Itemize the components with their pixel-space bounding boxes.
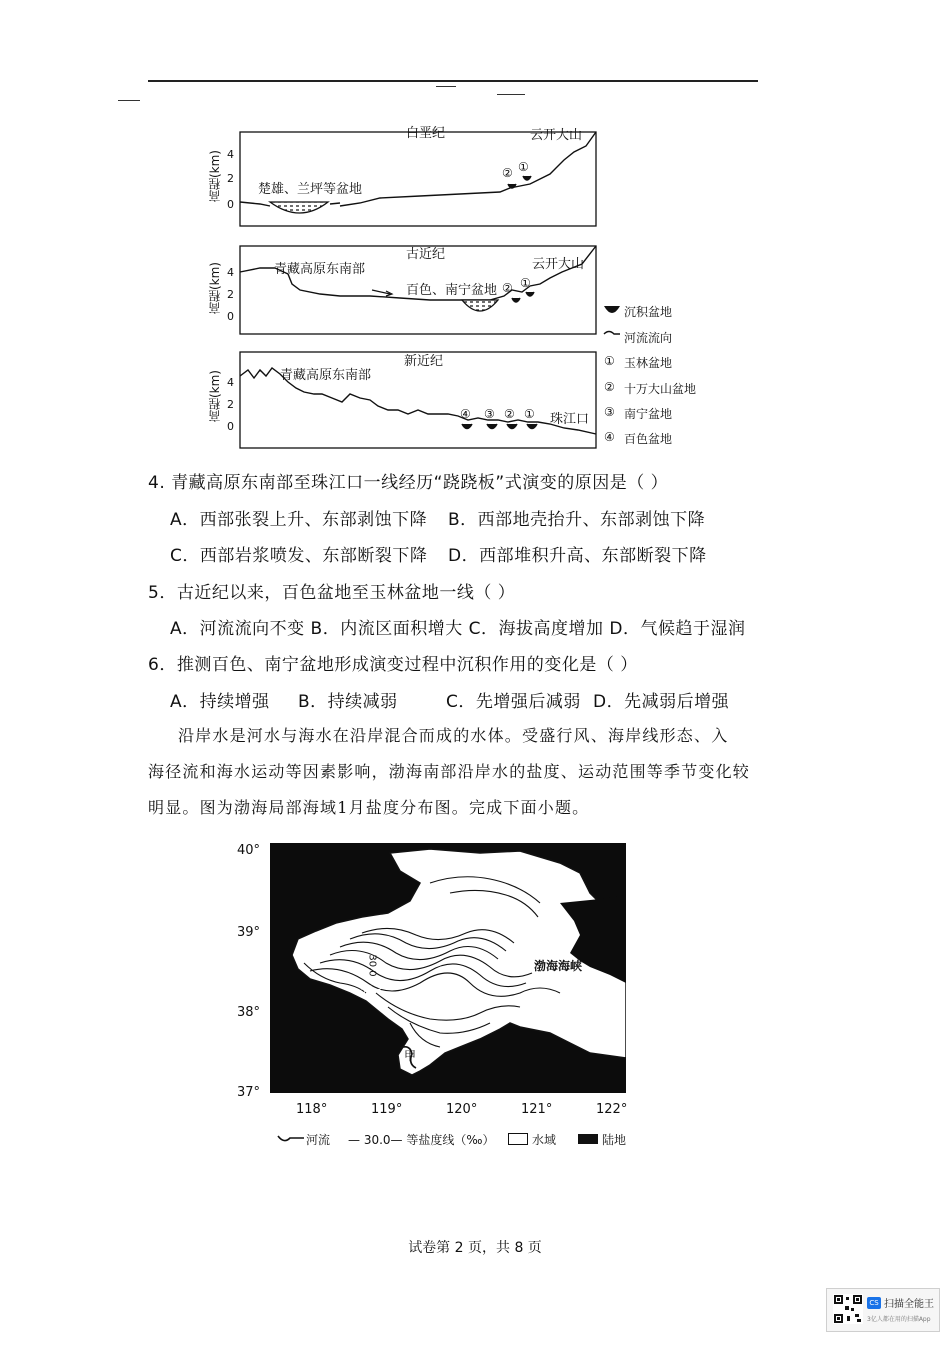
circle-label: ① (524, 407, 535, 421)
y-axis-label: 高程(km) (208, 370, 222, 423)
map-legend-isohaline: — 30.0— 等盐度线（‰） (348, 1133, 495, 1147)
legend-symbol: ④ (604, 430, 615, 444)
question-5-stem: 5．古近纪以来，百色盆地至玉林盆地一线（ ） (148, 583, 516, 603)
svg-text:4: 4 (227, 148, 234, 161)
label-chuxiong-basins: 楚雄、兰坪等盆地 (258, 182, 363, 197)
map-legend-water: 水域 (532, 1133, 557, 1147)
label-tibet-southeast: 青藏高原东南部 (280, 368, 372, 383)
scanner-watermark (826, 1288, 940, 1332)
svg-text:4: 4 (227, 266, 234, 279)
scanner-tagline: 3亿人都在用的扫描App (867, 1316, 931, 1323)
y-axis-label: 高程(km) (208, 150, 222, 203)
question-6-option-d: D．先减弱后增强 (593, 692, 730, 712)
scan-mark (436, 86, 456, 87)
svg-text:2: 2 (227, 398, 234, 411)
legend-river: 河流流向 (624, 331, 673, 345)
label-tibet-southeast: 青藏高原东南部 (274, 262, 366, 277)
legend-yulin: 玉林盆地 (624, 356, 673, 370)
legend-basin: 沉积盆地 (624, 305, 673, 319)
lon-label: 118° (296, 1102, 328, 1117)
label-pearl-river-mouth: 珠江口 (550, 412, 590, 427)
legend-symbol: ③ (604, 405, 615, 419)
circle-label: ① (520, 276, 531, 290)
lat-label: 37° (237, 1085, 261, 1100)
map-legend-river: 河流 (306, 1133, 331, 1147)
circle-label: ② (502, 166, 513, 180)
lon-label: 121° (521, 1102, 553, 1117)
legend-shiwandashan: 十万大山盆地 (624, 382, 697, 396)
question-6-option-b: B．持续减弱 (298, 692, 398, 712)
passage-line-2: 海径流和海水运动等因素影响，渤海南部沿岸水的盐度、运动范围等季节变化较 (148, 762, 751, 781)
label-baise-nanning-basins: 百色、南宁盆地 (406, 283, 498, 298)
legend-land-swatch (578, 1134, 598, 1144)
panel-title-neogene: 新近纪 (404, 354, 444, 369)
label-bohai-strait: 渤海海峡 (534, 959, 583, 973)
lon-label: 119° (371, 1102, 403, 1117)
legend-baise: 百色盆地 (624, 432, 673, 446)
map-legend-land: 陆地 (602, 1133, 627, 1147)
svg-text:0: 0 (227, 310, 234, 323)
passage-line-1: 沿岸水是河水与海水在沿岸混合而成的水体。受盛行风、海岸线形态、入 (178, 726, 729, 745)
question-5-options: A．河流流向不变 B．内流区面积增大 C．海拔高度增加 D．气候趋于湿润 (170, 619, 746, 639)
circle-label: ② (504, 407, 515, 421)
question-6-stem: 6．推测百色、南宁盆地形成演变过程中沉积作用的变化是（ ） (148, 655, 638, 675)
scan-mark (497, 94, 525, 95)
panel-title-paleogene: 古近纪 (406, 247, 446, 262)
contour-label: 30.0 (366, 954, 378, 977)
lon-label: 122° (596, 1102, 628, 1117)
page-footer: 试卷第 2 页，共 8 页 (408, 1240, 542, 1256)
question-4-option-c: C．西部岩浆喷发、东部断裂下降 (170, 546, 428, 566)
scanner-app-name: 扫描全能王 (884, 1299, 934, 1310)
svg-text:2: 2 (227, 288, 234, 301)
cs-logo-icon: CS (867, 1297, 881, 1309)
legend-nanning: 南宁盆地 (624, 407, 673, 421)
legend-symbol: ① (604, 354, 615, 368)
svg-text:0: 0 (227, 420, 234, 433)
contour-label: 28.5 (359, 980, 385, 999)
label-jia: 甲 (404, 1049, 417, 1063)
circle-label: ① (518, 160, 529, 174)
qr-code-icon (833, 1294, 863, 1324)
lon-label: 120° (446, 1102, 478, 1117)
svg-text:4: 4 (227, 376, 234, 389)
passage-line-3: 明显。图为渤海局部海域1月盐度分布图。完成下面小题。 (148, 798, 590, 817)
question-6-option-a: A．持续增强 (170, 692, 270, 712)
question-4-stem: 4. 青藏高原东南部至珠江口一线经历“跷跷板”式演变的原因是（ ） (148, 473, 669, 493)
legend-water-swatch (508, 1133, 528, 1145)
legend-river-symbol (276, 1132, 306, 1144)
svg-text:2: 2 (227, 172, 234, 185)
lat-label: 38° (237, 1005, 261, 1020)
legend-symbol: ② (604, 380, 615, 394)
question-4-option-a: A．西部张裂上升、东部剥蚀下降 (170, 510, 428, 530)
question-4-option-d: D．西部堆积升高、东部断裂下降 (448, 546, 707, 566)
question-6-option-c: C．先增强后减弱 (446, 692, 581, 712)
y-axis-label: 高程(km) (208, 262, 222, 315)
circle-label: ② (502, 281, 513, 295)
legend-symbols (602, 304, 622, 338)
lat-label: 40° (237, 843, 261, 858)
circle-label: ③ (484, 407, 495, 421)
lat-label: 39° (237, 925, 261, 940)
svg-text:0: 0 (227, 198, 234, 211)
circle-label: ④ (460, 407, 471, 421)
question-4-option-b: B．西部地壳抬升、东部剥蚀下降 (448, 510, 706, 530)
header-rule (148, 80, 758, 82)
label-yunkai-mountain: 云开大山 (530, 128, 583, 143)
scan-mark (118, 100, 140, 101)
panel-title-cretaceous: 白垩纪 (406, 126, 446, 141)
label-yunkai-mountain: 云开大山 (532, 257, 585, 272)
